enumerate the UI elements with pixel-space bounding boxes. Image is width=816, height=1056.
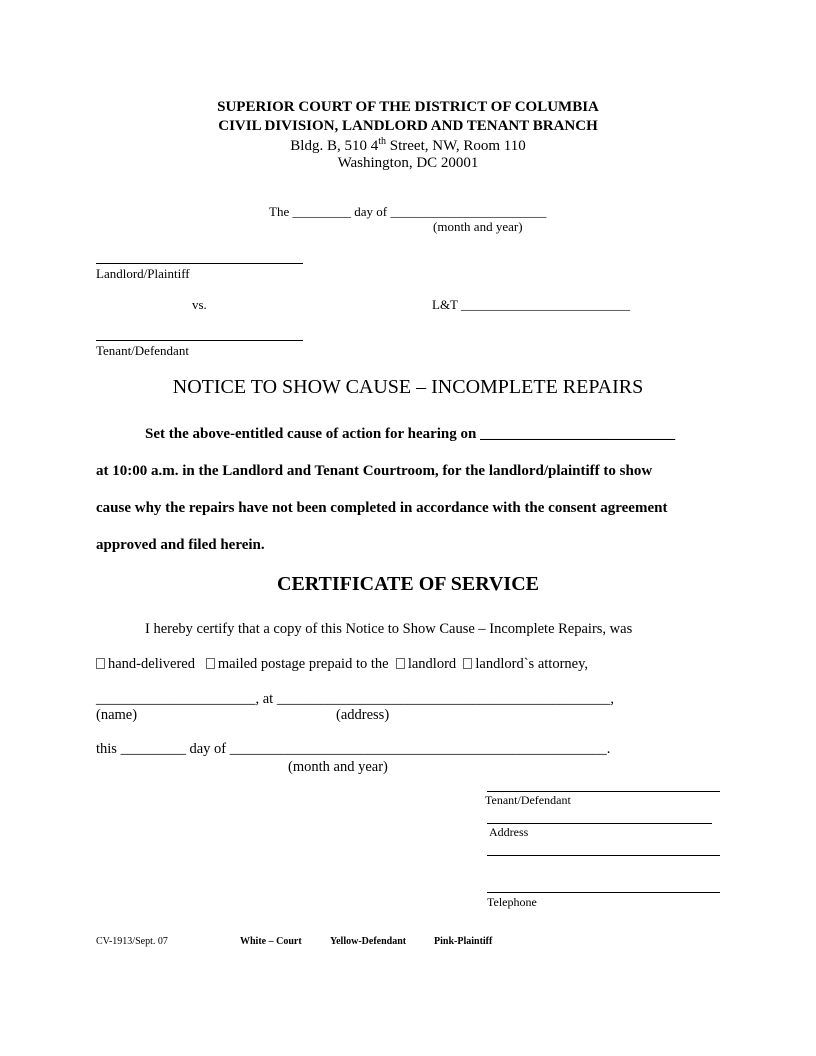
- copy-white: White – Court: [240, 936, 302, 947]
- address-signature-label: Address: [489, 825, 529, 839]
- day-blank[interactable]: _________: [292, 204, 351, 219]
- month-year-caption: (month and year): [433, 219, 523, 234]
- checkbox-icon[interactable]: [96, 658, 105, 669]
- address-signature-line[interactable]: [487, 823, 712, 824]
- name-caption: (name): [96, 707, 138, 723]
- address-superscript: th: [378, 136, 386, 147]
- tenant-signature-line[interactable]: [487, 791, 720, 792]
- certificate-title: CERTIFICATE OF SERVICE: [277, 573, 539, 595]
- vs-label: vs.: [192, 297, 207, 312]
- defendant-label: Tenant/Defendant: [96, 343, 189, 358]
- notice-line-1: Set the above-entitled cause of action for hearing on __________________________: [145, 426, 676, 442]
- copy-yellow: Yellow-Defendant: [330, 936, 407, 947]
- service-month-caption: (month and year): [288, 759, 388, 775]
- address-part: Street, NW, Room 110: [386, 138, 526, 154]
- lt-number-blank[interactable]: __________________________: [461, 297, 631, 312]
- mailed-label: mailed postage prepaid to the: [217, 656, 389, 672]
- address-line-2[interactable]: [487, 855, 720, 856]
- notice-line-4: approved and filed herein.: [96, 537, 265, 553]
- service-date-line[interactable]: this _________ day of ____________________________________________________.: [96, 741, 611, 757]
- lt-number-line: [432, 297, 630, 313]
- landlord-option[interactable]: [396, 656, 456, 672]
- court-name: SUPERIOR COURT OF THE DISTRICT OF COLUMBIA: [217, 99, 599, 115]
- notice-title: NOTICE TO SHOW CAUSE – INCOMPLETE REPAIRS: [172, 376, 644, 398]
- plaintiff-label: Landlord/Plaintiff: [96, 266, 190, 281]
- date-line: [269, 204, 546, 220]
- telephone-signature-line[interactable]: [487, 892, 720, 893]
- tenant-signature-label: Tenant/Defendant: [485, 793, 571, 807]
- checkbox-icon[interactable]: [463, 658, 472, 669]
- address-caption: (address): [336, 707, 390, 723]
- certificate-line-1: I hereby certify that a copy of this Notice to Show Cause – Incomplete Repairs, was: [145, 621, 633, 637]
- court-address: [0, 136, 816, 155]
- division-name: CIVIL DIVISION, LANDLORD AND TENANT BRANCH: [218, 118, 598, 134]
- service-options: [96, 656, 588, 673]
- attorney-option[interactable]: [463, 656, 588, 672]
- hand-delivered-label: hand-delivered: [108, 656, 195, 672]
- notice-line-3: cause why the repairs have not been completed in accordance with the consent agreement: [96, 500, 668, 516]
- checkbox-icon[interactable]: [396, 658, 405, 669]
- date-the: The: [269, 204, 290, 219]
- name-address-blanks[interactable]: ______________________, at ______________________________________________,: [96, 691, 614, 707]
- hand-delivered-option[interactable]: [96, 656, 195, 672]
- form-id: CV-1913/Sept. 07: [96, 936, 168, 947]
- court-city: Washington, DC 20001: [337, 155, 479, 171]
- landlord-label: landlord: [407, 656, 457, 672]
- notice-line-2: at 10:00 a.m. in the Landlord and Tenant Courtroom, for the landlord/plaintiff to show: [96, 463, 653, 479]
- attorney-label: landlord`s attorney,: [475, 656, 589, 672]
- telephone-signature-label: Telephone: [487, 895, 537, 909]
- copy-pink: Pink-Plaintiff: [434, 936, 493, 947]
- mailed-option[interactable]: [206, 656, 389, 672]
- lt-label: L&T: [432, 297, 458, 312]
- plaintiff-signature-line[interactable]: [96, 263, 303, 264]
- address-part: Bldg. B, 510 4: [290, 138, 379, 154]
- defendant-signature-line[interactable]: [96, 340, 303, 341]
- month-year-blank[interactable]: ________________________: [390, 204, 547, 219]
- date-day-of: day of: [354, 204, 388, 219]
- checkbox-icon[interactable]: [206, 658, 215, 669]
